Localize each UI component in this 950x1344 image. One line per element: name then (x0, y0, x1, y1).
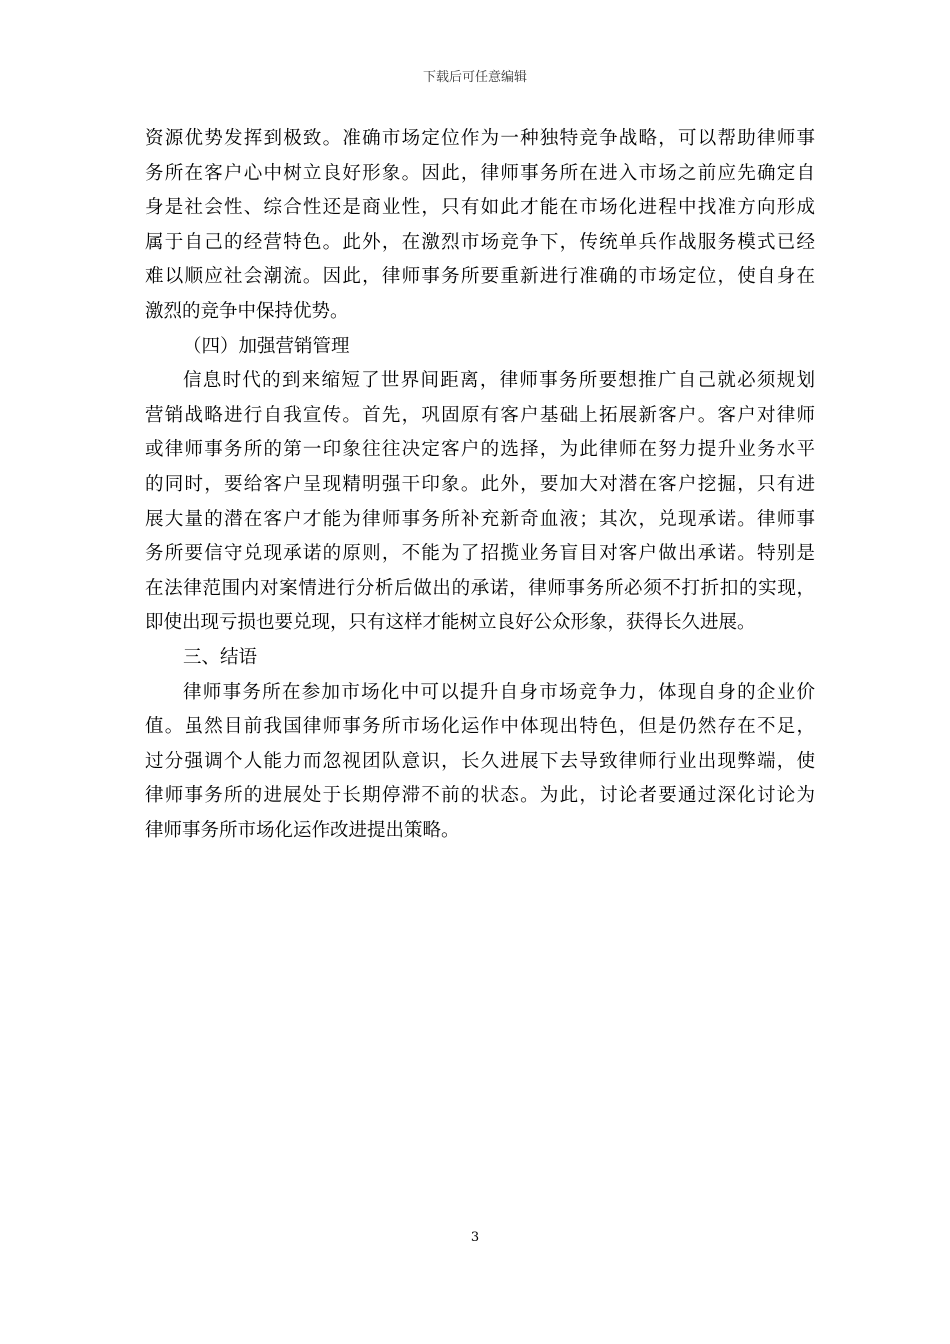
text-line: 值。虽然目前我国律师事务所市场化运作中体现出特色，但是仍然存在不足， (145, 716, 815, 738)
paragraph-marketing (145, 364, 815, 641)
text-line: 律师事务所市场化运作改进提出策略。 (145, 819, 460, 841)
text-line: 难以顺应社会潮流。因此，律师事务所要重新进行准确的市场定位，使自身在 (145, 266, 815, 288)
text-line: 过分强调个人能力而忽视团队意识，长久进展下去导致律师行业出现弊端，使 (145, 750, 815, 772)
text-line: 律师事务所的进展处于长期停滞不前的状态。为此，讨论者要通过深化讨论为 (145, 785, 815, 807)
text-line: 资源优势发挥到极致。准确市场定位作为一种独特竞争战略，可以帮助律师事 (145, 128, 815, 149)
text-line: 务所在客户心中树立良好形象。因此，律师事务所在进入市场之前应先确定自 (145, 162, 815, 184)
text-line: 激烈的竞争中保持优势。 (145, 300, 349, 322)
paragraph-market-positioning (145, 122, 815, 330)
page-header: 下载后可任意编辑 (422, 70, 527, 85)
section-heading-4: （四）加强营销管理 (183, 335, 350, 357)
text-line: 身是社会性、综合性还是商业性，只有如此才能在市场化进程中找准方向形成 (145, 197, 815, 219)
page-number: 3 (470, 1230, 480, 1245)
text-line: 在法律范围内对案情进行分析后做出的承诺，律师事务所必须不打折扣的实现， (145, 577, 815, 599)
text-line: 属于自己的经营特色。此外，在激烈市场竞争下，传统单兵作战服务模式已经 (145, 231, 815, 253)
text-line: 即使出现亏损也要兑现，只有这样才能树立良好公众形象，获得长久进展。 (145, 612, 756, 634)
text-line: 信息时代的到来缩短了世界间距离，律师事务所要想推广自己就必须规划 (183, 370, 815, 392)
text-line: 展大量的潜在客户才能为律师事务所补充新奇血液；其次，兑现承诺。律师事 (145, 508, 815, 530)
text-line: 律师事务所在参加市场化中可以提升自身市场竞争力，体现自身的企业价 (183, 681, 815, 703)
document-body (145, 122, 815, 848)
text-line: 的同时，要给客户呈现精明强干印象。此外，要加大对潜在客户挖掘，只有进 (145, 473, 815, 495)
text-line: 或律师事务所的第一印象往往决定客户的选择，为此律师在努力提升业务水平 (145, 439, 815, 461)
section-heading-3: 三、结语 (183, 646, 258, 668)
text-line: 营销战略进行自我宣传。首先，巩固原有客户基础上拓展新客户。客户对律师 (145, 404, 815, 426)
paragraph-conclusion (145, 676, 815, 849)
text-line: 务所要信守兑现承诺的原则，不能为了招揽业务盲目对客户做出承诺。特别是 (145, 543, 815, 565)
